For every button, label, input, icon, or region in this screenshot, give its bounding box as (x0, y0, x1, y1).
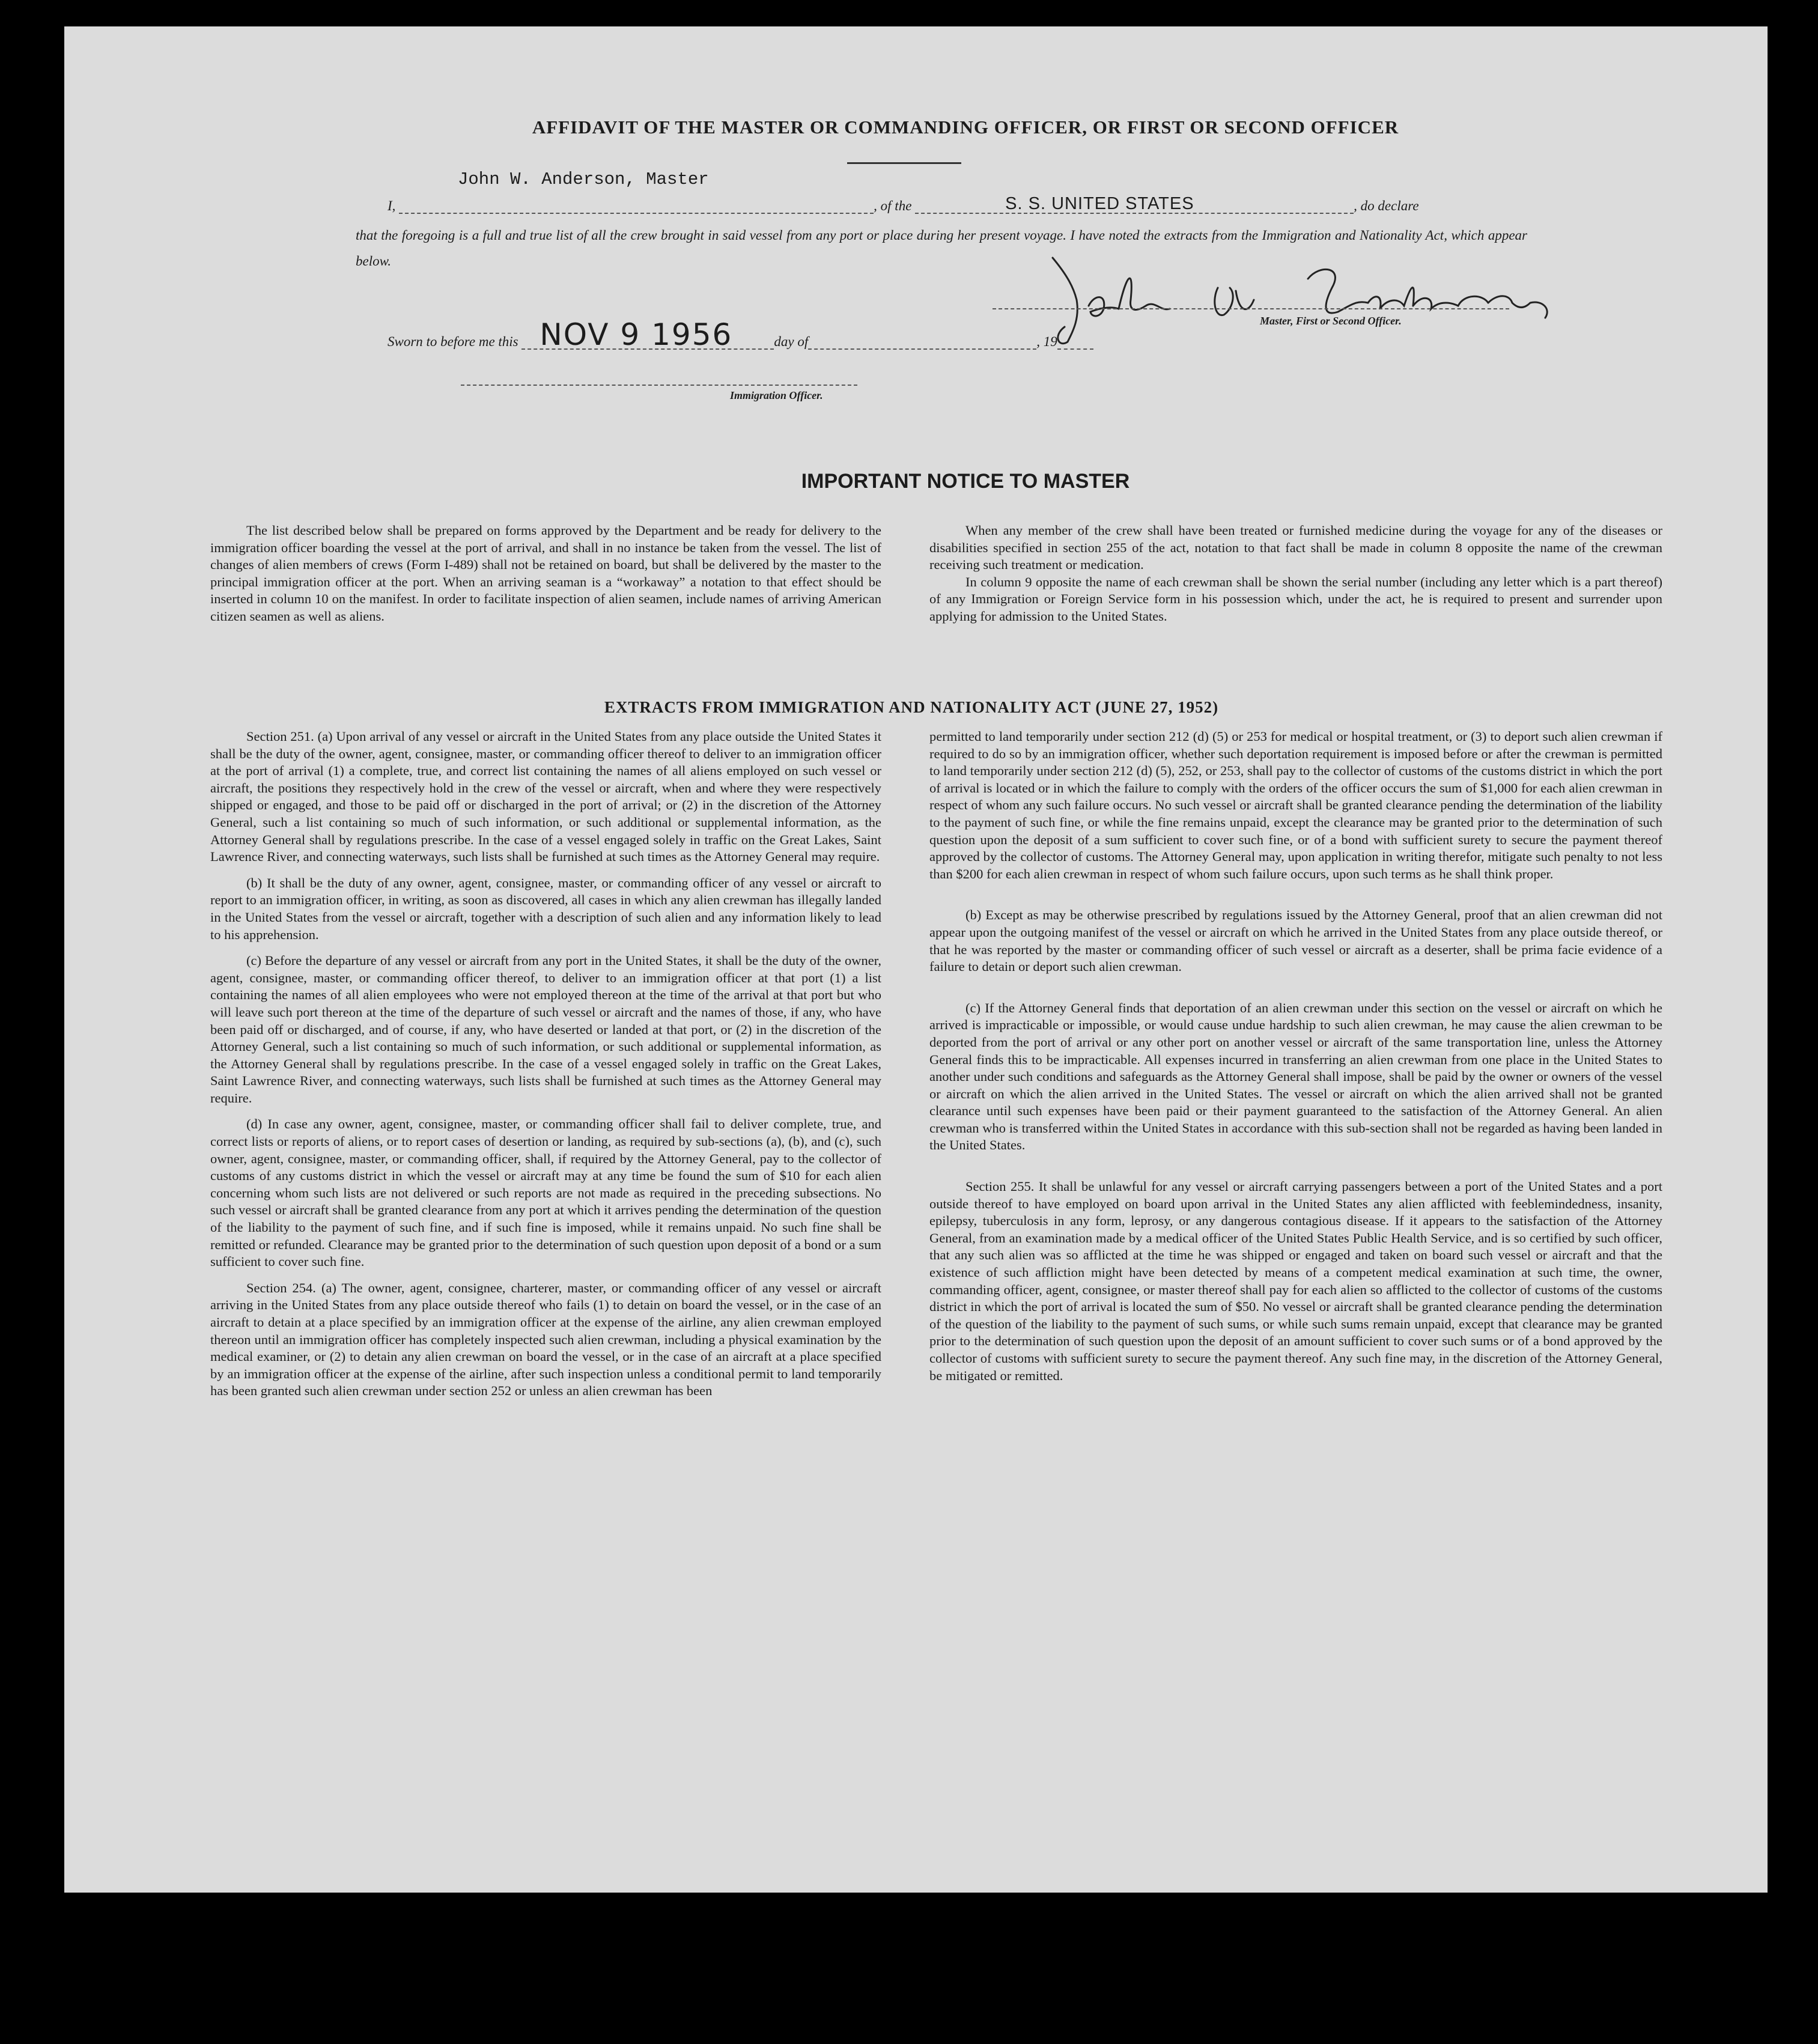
of-the-label: , of the (874, 198, 912, 213)
officer-line (461, 385, 857, 386)
extracts-title: EXTRACTS FROM IMMIGRATION AND NATIONALITY ACT (JUNE 27, 1952) (604, 698, 1219, 716)
notice-right-paragraph-2: In column 9 opposite the name of each crewman shall be shown the serial number (including any letter which is a part thereof) of any Immigration or Foreign Service form in his possession which, under the act, he is required to present and surrender upon applying for admission to the United States. (929, 574, 1662, 624)
section-254a: Section 254. (a) The owner, agent, consignee, charterer, master, or commanding officer of any vessel or aircraft arriving in the United States from any place outside thereof who fails (1) to detain on board the vessel, or in the case of an aircraft to detain at a place specified by an immigration officer at the expense of the airline, any alien crewman employed thereon until an immigration officer has completely inspected such alien crewman, including a physical examination by the medical examiner, or (2) to detain any alien crewman on board the vessel, or in the case of an aircraft at a place specified by an immigration officer at the expense of the airline, after such inspection unless a conditional permit to land temporarily has been granted such alien crewman under section 252 or unless an alien crewman has been (210, 1280, 881, 1399)
affidavit-title: AFFIDAVIT OF THE MASTER OR COMMANDING OFFICER, OR FIRST OR SECOND OFFICER (532, 117, 1399, 138)
signature-caption: Master, First or Second Officer. (1260, 315, 1402, 327)
sworn-line (388, 317, 1229, 352)
officer-caption: Immigration Officer. (730, 389, 823, 401)
sworn-day-blank (521, 317, 774, 352)
section-254a-continued: permitted to land temporarily under section 212 (d) (5) or 253 for medical or hospital treatment, or (3) to deport such alien crewman if required to do so by an immigration officer, whether such deportation requirement is imposed before or after the crewman is permitted to land temporarily under section 212 (d) (5), 252, or 253, shall pay to the collector of customs of the customs district in which the port of arrival is located or in which the failure to comply with the orders of the officer occurs the sum of $1,000 for each alien crewman in respect of whom any such failure occurs. No such vessel or aircraft shall be granted clearance pending the determination of the liability to the payment of such fine, or while the fine remains unpaid, except the clearance may be granted prior to the determination of such question upon the deposit of a sum sufficient to cover such fine, or of a bond with sufficient surety to secure the payment thereof approved by the collector of customs. The Attorney General may, upon application in writing therefor, mitigate such penalty to not less than $200 for each alien crewman in respect of whom such failure occurs, upon such terms as he shall think proper. (929, 729, 1662, 881)
year-label: , 19 (1036, 334, 1057, 349)
do-declare-label: , do declare (1354, 198, 1419, 213)
date-stamp: NOV 9 1956 (540, 317, 733, 352)
extracts-right-column (929, 728, 1662, 1384)
i-label: I, (388, 198, 396, 213)
name-blank (399, 213, 874, 214)
year-blank (1057, 348, 1093, 350)
section-254c: (c) If the Attorney General finds that deportation of an alien crewman under this section on the vessel or aircraft on which he arrived is impracticable or impossible, or would cause undue hardship to such alien crewman, he may cause the alien crewman to be deported from the port of arrival or any other port on another vessel or aircraft of the same transportation line, unless the Attorney General finds this to be impracticable. All expenses incurred in transferring an alien crewman from one place in the United States to another under such conditions and safeguards as the Attorney General shall impose, shall be paid by the owner or owners of the vessel or aircraft on which the alien arrived in the United States. The vessel or aircraft on which the alien arrived shall not be granted clearance until such expenses have been paid or their payment guaranteed to the satisfaction of the Attorney General. An alien crewman who is transferred within the United States in accordance with this sub-section shall not be regarded as having been landed in the United States. (929, 1000, 1662, 1153)
section-251a: Section 251. (a) Upon arrival of any vessel or aircraft in the United States from any place outside the United States it shall be the duty of the owner, agent, consignee, master, or commanding officer thereof to deliver to an immigration officer at the port of arrival (1) a complete, true, and correct list containing the names of all aliens employed on such vessel or aircraft, the positions they respectively hold in the crew of the vessel or aircraft, when and where they were respectively shipped or engaged, and those to be paid off or discharged in the port of arrival; or (2) in the discretion of the Attorney General, such a list containing so much of such information, or such additional or supplemental information, as the Attorney General shall by regulations prescribe. In the case of a vessel engaged solely in traffic on the Great Lakes, Saint Lawrence River, and connecting waterways, such lists shall be furnished at such times as the Attorney General may require. (210, 729, 881, 865)
sworn-label: Sworn to before me this (388, 334, 518, 349)
typed-master-name: John W. Anderson, Master (458, 169, 709, 189)
notice-left-column (210, 522, 881, 625)
section-251b: (b) It shall be the duty of any owner, agent, consignee, master, or commanding officer of any vessel or aircraft to report to an immigration officer, in writing, as soon as discovered, all cases in which any alien crewman has illegally landed in the United States from the vessel or aircraft, together with a description of such alien and any information likely to lead to his apprehension. (210, 875, 881, 942)
vessel-name: S. S. UNITED STATES (1005, 194, 1194, 213)
declaration-line-1 (388, 194, 1529, 214)
signature-svg (983, 252, 1554, 348)
title-underline (847, 162, 961, 164)
section-254b: (b) Except as may be otherwise prescribed by regulations issued by the Attorney General, proof that an alien crewman did not appear upon the outgoing manifest of the vessel or aircraft on which he arrived in the United States from any place outside thereof, or that he was reported by the master or commanding officer of such vessel or aircraft as a deserter, shall be prima facie evidence of a failure to detain or deport such alien crewman. (929, 907, 1662, 975)
section-251c: (c) Before the departure of any vessel or aircraft from any port in the United States, it shall be the duty of the owner, agent, consignee, master, or commanding officer thereof, to deliver to an immigration officer at that port (1) a list containing the names of all alien employees who were not employed thereon at the time of the arrival at that port but who will leave such port thereon at the time of the departure of such vessel or aircraft and the names of those, if any, who have been paid off or discharged, and of course, if any, who have deserted or landed at that port, or (2) in the discretion of the Attorney General, such a list containing so much of such information, or such additional or supplemental information, as the Attorney General shall by regulations prescribe. In the case of a vessel engaged solely in traffic on the Great Lakes, Saint Lawrence River, and connecting waterways, such lists shall be furnished at such times as the Attorney General may require. (210, 953, 881, 1106)
notice-left-paragraph: The list described below shall be prepared on forms approved by the Department and be ready for delivery to the immigration officer boarding the vessel at the port of arrival, and shall in no instance be taken from the vessel. The list of changes of alien members of crews (Form I-489) shall not be retained on board, but shall be delivered by the master to the principal immigration officer at the port. When an arriving seaman is a “workaway” a notation to that effect should be inserted in column 10 on the manifest. In order to facilitate inspection of alien seamen, include names of arriving American citizen seamen as well as aliens. (210, 523, 881, 624)
declaration-text: that the foregoing is a full and true list of all the crew brought in said vessel from any port or place during her present voyage. I have noted the extracts from the Immigration and Nationality Act, which appear below. (356, 228, 1527, 269)
month-blank (808, 348, 1036, 350)
master-signature (983, 252, 1554, 348)
vessel-blank (915, 194, 1354, 214)
day-of-label: day of (774, 334, 809, 349)
extracts-left-column (210, 728, 881, 1400)
signature-line (993, 308, 1509, 309)
notice-right-column (929, 522, 1662, 625)
notice-title: IMPORTANT NOTICE TO MASTER (801, 470, 1130, 493)
notice-right-paragraph-1: When any member of the crew shall have been treated or furnished medicine during the voyage for any of the diseases or disabilities specified in section 255 of the act, notation to that fact shall be made in column 8 opposite the name of the crewman receiving such treatment or medication. (929, 523, 1662, 573)
section-251d: (d) In case any owner, agent, consignee, master, or commanding officer shall fail to deliver complete, true, and correct lists or reports of aliens, or to report cases of desertion or landing, as required by sub-sections (a), (b), and (c), such owner, agent, consignee, master, or commanding officer, shall, if required by the Attorney General, pay to the collector of customs of any customs district in which the vessel or aircraft may at any time be found the sum of $10 for each alien concerning whom such lists are not delivered or such reports are not made as required in the preceding subsections. No such vessel or aircraft shall be granted clearance from any port at which it arrives pending the determination of the question of the liability to the payment of such fine, and if such fine is imposed, while it remains unpaid. No such fine shall be remitted or refunded. Clearance may be granted prior to the determination of such question upon deposit of a bond or a sum sufficient to cover such fine. (210, 1116, 881, 1270)
document-page (64, 26, 1768, 1893)
section-255: Section 255. It shall be unlawful for any vessel or aircraft carrying passengers between a port of the United States and a port outside thereof to have employed on board upon arrival in the United States any alien afflicted with feeblemindedness, insanity, epilepsy, tuberculosis in any form, leprosy, or any dangerous contagious disease. If it appears to the satisfaction of the Attorney General, from an examination made by a medical officer of the United States Public Health Service, and is so certified by such officer, that any such alien was so afflicted at the time he was shipped or engaged and taken on board such vessel or aircraft and that the existence of such affliction might have been detected by means of a competent medical examination at such time, the owner, commanding officer, agent, consignee, or master thereof shall pay for each alien so afflicted to the collector of customs of the customs district in which the port of arrival is located the sum of $50. No vessel or aircraft shall be granted clearance pending the determination of the question of the liability to the payment of such sums, or while such sums remain unpaid, except that clearance may be granted prior to the determination of such question upon the deposit of an amount sufficient to cover such sums or of a bond approved by the collector of customs with sufficient surety to secure the payment thereof. Any such fine may, in the discretion of the Attorney General, be mitigated or remitted. (929, 1179, 1662, 1383)
